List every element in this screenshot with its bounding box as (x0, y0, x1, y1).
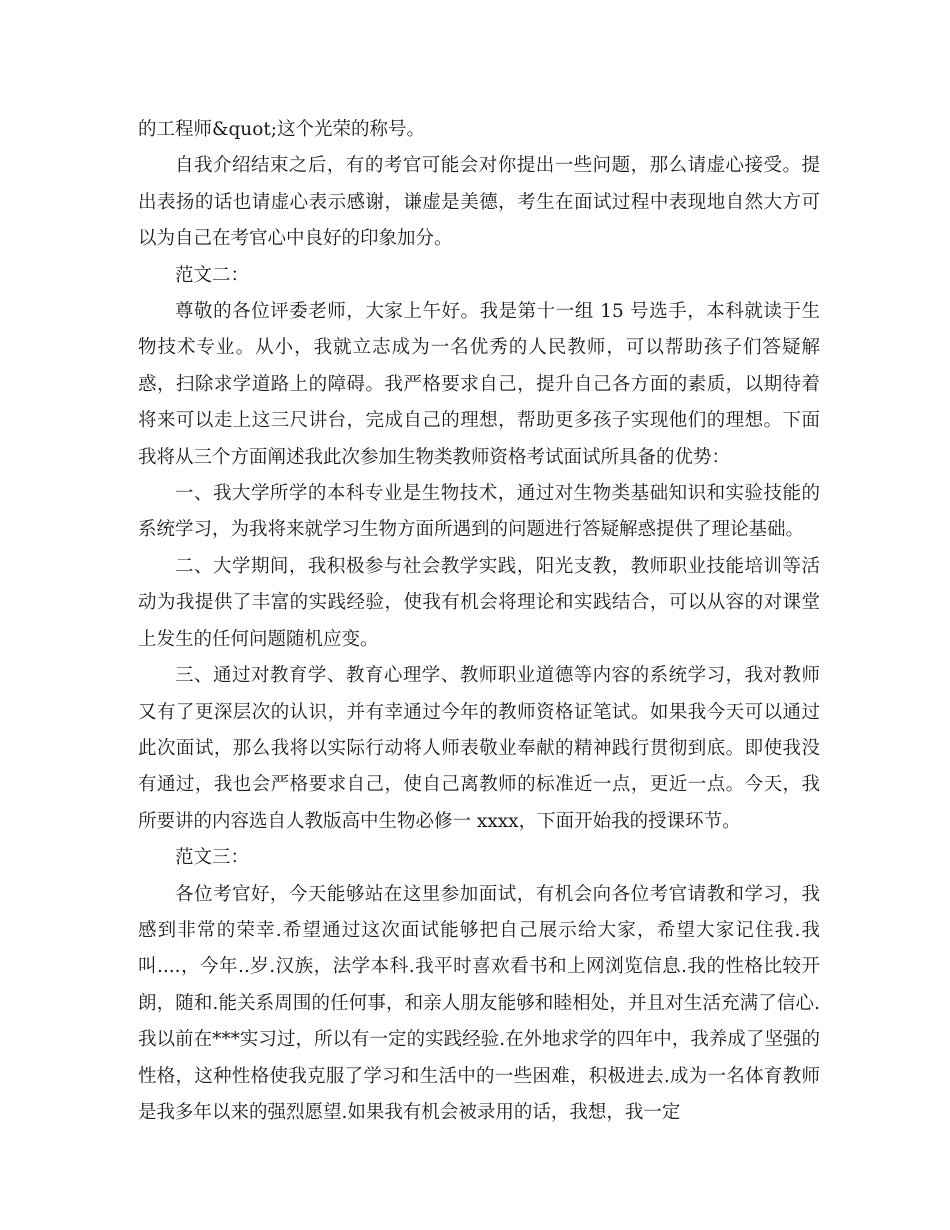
paragraph-advantage-one: 一、我大学所学的本科专业是生物技术，通过对生物类基础知识和实验技能的系统学习，为我将来就学习生物方面所遇到的问题进行答疑解惑提供了理论基础。 (138, 483, 820, 541)
paragraph-advantage-three: 三、通过对教育学、教育心理学、教师职业道德等内容的系统学习，我对教师又有了更深层次的认识，并有幸通过今年的教师资格证笔试。如果我今天可以通过此次面试，那么我将以实际行动将人师表敬业奉献的精神践行贯彻到底。即使我没有通过，我也会严格要求自己，使自己离教师的标准近一点，更近一点。今天，我所要讲的内容选自人教版高中生物必修一 xxxx，下面开始我的授课环节。 (138, 665, 820, 832)
section-heading-sample-three: 范文三： (175, 847, 250, 869)
document-body (138, 112, 820, 1131)
paragraph-advantage-two: 二、大学期间，我积极参与社会教学实践，阳光支教，教师职业技能培训等活动为我提供了丰富的实践经验，使我有机会将理论和实践结合，可以从容的对课堂上发生的任何问题随机应变。 (138, 555, 820, 650)
paragraph-interview-advice: 自我介绍结束之后，有的考官可能会对你提出一些问题，那么请虚心接受。提出表扬的话也请虚心表示感谢，谦虚是美德，考生在面试过程中表现地自然大方可以为自己在考官心中良好的印象加分。 (138, 155, 820, 250)
paragraph-continued: 的工程师&quot;这个光荣的称号。 (138, 119, 426, 140)
section-heading-sample-two: 范文二： (175, 264, 250, 286)
paragraph-sample-three-intro: 各位考官好，今天能够站在这里参加面试，有机会向各位考官请教和学习，我感到非常的荣幸.希望通过这次面试能够把自己展示给大家，希望大家记住我.我叫....，今年..岁.汉族，法学本科.我平时喜欢看书和上网浏览信息.我的性格比较开朗，随和.能关系周围的任何事，和亲人朋友能够和睦相处，并且对生活充满了信心.我以前在***实习过，所以有一定的实践经验.在外地求学的四年中，我养成了坚强的性格，这种性格使我克服了学习和生活中的一些困难，积极进去.成为一名体育教师是我多年以来的强烈愿望.如果我有机会被录用的话，我想，我一定 (138, 883, 820, 1123)
paragraph-sample-two-intro: 尊敬的各位评委老师，大家上午好。我是第十一组 15 号选手，本科就读于生物技术专业。从小，我就立志成为一名优秀的人民教师，可以帮助孩子们答疑解惑，扫除求学道路上的障碍。我严格要求自己，提升自己各方面的素质，以期待着将来可以走上这三尺讲台，完成自己的理想，帮助更多孩子实现他们的理想。下面我将从三个方面阐述我此次参加生物类教师资格考试面试所具备的优势： (138, 301, 820, 468)
